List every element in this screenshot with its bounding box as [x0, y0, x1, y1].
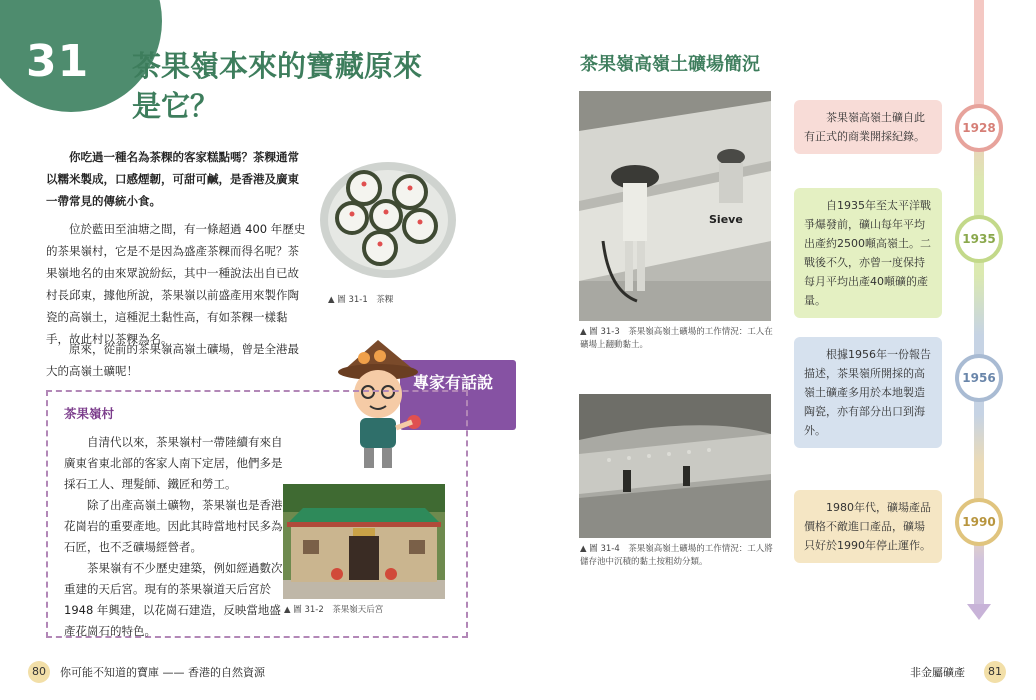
title-line-1: 茶果嶺本來的寶藏原來: [132, 49, 423, 83]
footer-section-title: 非金屬礦產: [910, 666, 965, 679]
sidebar-paragraph-1: 自清代以來，茶果嶺村一帶陸續有來自廣東省東北部的客家人南下定居，他們多是採石工人、理髮師、鐵匠和勞工。: [64, 435, 283, 491]
right-section-title: 茶果嶺高嶺土礦場簡況: [580, 54, 760, 75]
chapter-number: 31: [26, 36, 90, 87]
body-paragraph-1: 位於藍田至油塘之間，有一條超過 400 年歷史的茶果嶺村，它是不是因為盛產茶粿而得名呢？茶果嶺地名的由來眾說紛紜，其中一種說法出自已故村長邱東，據他所說，茶果嶺以前盛產用來製作陶瓷的高嶺土，這種泥土黏性高，有如茶粿一樣黏手，故此村以茶粿為名。: [46, 222, 306, 346]
footer-book-title: 你可能不知道的寶庫 —— 香港的自然資源: [60, 666, 265, 679]
figure-caption-2: ▲ 圖 31-2 茶果嶺天后宮: [284, 605, 384, 615]
timeline-arrow: [967, 604, 991, 620]
temple-photo: [283, 484, 445, 599]
page-number-left: 80: [28, 661, 50, 683]
page-title: [132, 46, 512, 126]
figure-caption-4: ▲ 圖 31-4 茶果嶺高嶺土礦場的工作情況：工人將儲存池中沉積的黏土按粗幼分類。: [580, 544, 773, 567]
body-paragraph-2: 原來，從前的茶果嶺高嶺土礦場，曾是全港最大的高嶺土礦呢！: [46, 342, 299, 378]
timeline-box-1990: 1980年代，礦場產品價格不敵進口產品，礦場只好於1990年停止運作。: [794, 490, 942, 563]
timeline-year-1956: 1956: [955, 354, 1003, 402]
mine-photo-2: [579, 394, 771, 538]
timeline-box-1935: 自1935年至太平洋戰爭爆發前，礦山每年平均出產約2500噸高嶺土。二戰後不久，亦曾一度保持每月平均出產40噸礦的產量。: [794, 188, 942, 318]
page-number-right: 81: [984, 661, 1006, 683]
tea-cake-photo: [318, 156, 458, 282]
timeline-year-1990: 1990: [955, 498, 1003, 546]
title-line-2: 是它？: [132, 89, 220, 123]
expert-label: 專家有話說: [412, 373, 493, 392]
sidebar-paragraph-2: 除了出產高嶺土礦物，茶果嶺也是香港花崗岩的重要產地。因此其時當地村民多為石匠，也不乏礦場經營者。: [64, 498, 283, 554]
timeline-box-1928: 茶果嶺高嶺土礦自此有正式的商業開採紀錄。: [794, 100, 942, 154]
figure-caption-1: ▲ 圖 31-1 茶粿: [328, 295, 394, 305]
photo-label-sieve: Sieve: [709, 213, 743, 226]
sidebar-title: 茶果嶺村: [64, 406, 115, 421]
figure-caption-3: ▲ 圖 31-3 茶果嶺高嶺土礦場的工作情況：工人在礦場上翻動黏土。: [580, 327, 773, 350]
intro-paragraph: 你吃過一種名為茶粿的客家糕點嗎？茶粿通常以糯米製成，口感煙韌，可甜可鹹，是香港及廣東一帶常見的傳統小食。: [46, 150, 299, 208]
timeline-year-1935: 1935: [955, 215, 1003, 263]
timeline-year-1928: 1928: [955, 104, 1003, 152]
sidebar-paragraph-3: 茶果嶺有不少歷史建築，例如經過數次重建的天后宮。現有的茶果嶺道天后宮於 1948 年興建，以花崗石建造，反映當地盛產花崗石的特色。: [64, 561, 283, 638]
mine-photo-1: [579, 91, 771, 321]
timeline-box-1956: 根據1956年一份報告描述，茶果嶺所開採的高嶺土礦產多用於本地製造陶瓷，亦有部分出口到海外。: [794, 337, 942, 448]
